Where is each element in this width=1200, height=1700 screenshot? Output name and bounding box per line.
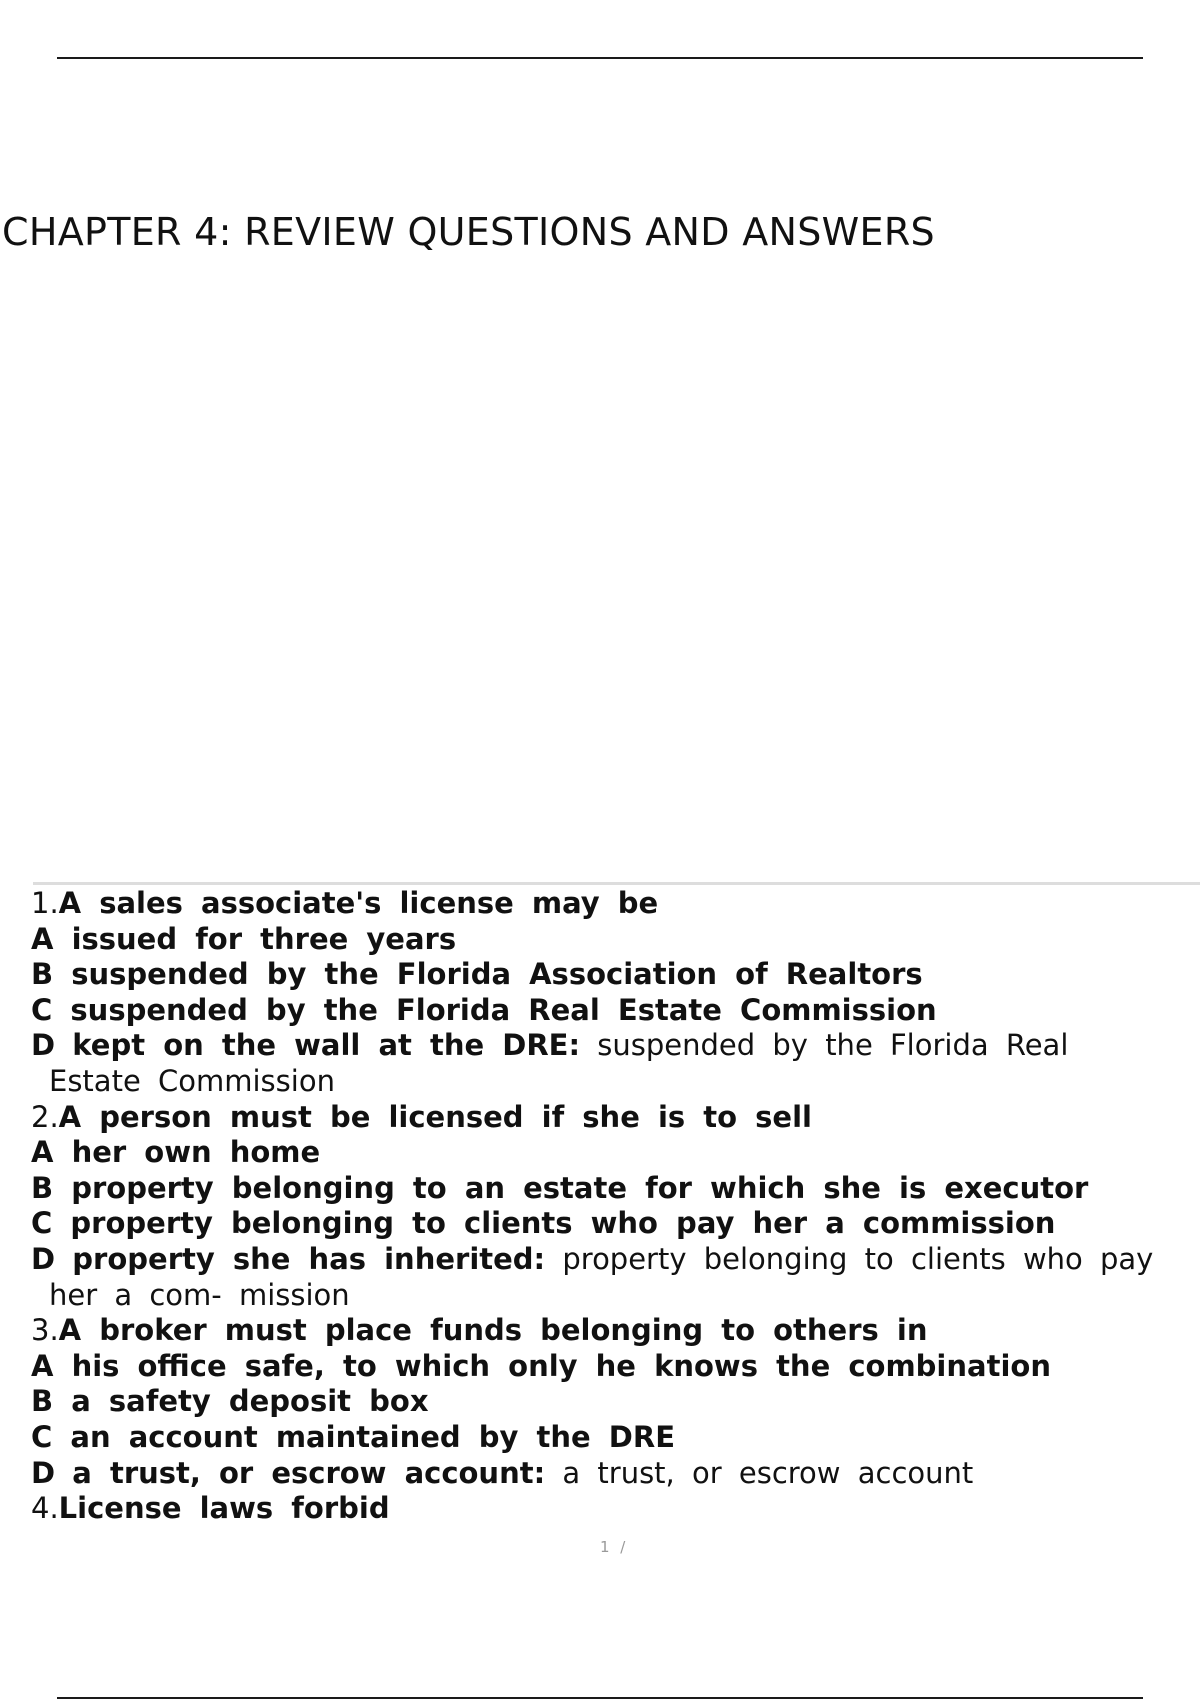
answer-text: property belonging to clients who pay bbox=[562, 1241, 1154, 1276]
option-text: property belonging to an estate for which she is executor bbox=[71, 1170, 1089, 1205]
question-2-option-a bbox=[31, 1135, 1200, 1171]
option-letter: B bbox=[31, 1170, 54, 1205]
question-2-option-b bbox=[31, 1171, 1200, 1207]
question-1-stem bbox=[31, 886, 1200, 922]
option-text: suspended by the Florida Association of Realtors bbox=[71, 957, 923, 992]
option-letter: D bbox=[31, 1241, 56, 1276]
question-4-stem bbox=[31, 1491, 1200, 1527]
option-letter: C bbox=[31, 992, 53, 1027]
option-letter: D bbox=[31, 1028, 56, 1063]
option-letter: C bbox=[31, 1419, 53, 1454]
question-2-option-c bbox=[31, 1206, 1200, 1242]
option-letter: B bbox=[31, 957, 54, 992]
question-1-option-a bbox=[31, 922, 1200, 958]
option-text: property belonging to clients who pay her a commission bbox=[70, 1206, 1056, 1241]
option-text: kept on the wall at the DRE: bbox=[72, 1028, 581, 1063]
option-letter: B bbox=[31, 1384, 54, 1419]
section-divider bbox=[33, 882, 1200, 885]
question-number: 3. bbox=[31, 1313, 59, 1348]
question-2-stem bbox=[31, 1100, 1200, 1136]
option-text: his office safe, to which only he knows the combination bbox=[71, 1348, 1051, 1383]
question-1-option-c bbox=[31, 993, 1200, 1029]
question-number: 4. bbox=[31, 1491, 59, 1526]
option-text: an account maintained by the DRE bbox=[70, 1419, 675, 1454]
option-text: a safety deposit box bbox=[71, 1384, 429, 1419]
question-1-option-b bbox=[31, 957, 1200, 993]
option-letter: A bbox=[31, 1348, 54, 1383]
question-2-option-d bbox=[31, 1242, 1200, 1278]
option-letter: D bbox=[31, 1455, 56, 1490]
chapter-title: CHAPTER 4: REVIEW QUESTIONS AND ANSWERS bbox=[2, 210, 935, 254]
question-3-option-d bbox=[31, 1456, 1200, 1492]
question-1-answer-continued: Estate Commission bbox=[49, 1063, 335, 1098]
question-text: A sales associate's license may be bbox=[58, 886, 659, 920]
question-1-option-d bbox=[31, 1028, 1200, 1064]
option-text: suspended by the Florida Real Estate Commission bbox=[70, 992, 937, 1027]
option-text: issued for three years bbox=[71, 921, 457, 956]
option-letter: A bbox=[31, 1135, 54, 1170]
question-number: 1. bbox=[31, 886, 59, 920]
top-rule bbox=[57, 57, 1143, 59]
page-number: 1 / bbox=[600, 1538, 626, 1556]
question-2-answer-continued: her a com- mission bbox=[49, 1277, 350, 1312]
answer-text: suspended by the Florida Real bbox=[597, 1028, 1069, 1063]
option-letter: C bbox=[31, 1206, 53, 1241]
question-3-option-c bbox=[31, 1420, 1200, 1456]
answer-text: a trust, or escrow account bbox=[562, 1455, 974, 1490]
question-text: A person must be licensed if she is to sell bbox=[58, 1099, 812, 1134]
option-text: her own home bbox=[71, 1135, 321, 1170]
option-text: property she has inherited: bbox=[72, 1241, 546, 1276]
question-3-option-b bbox=[31, 1384, 1200, 1420]
question-3-stem bbox=[31, 1313, 1200, 1349]
option-letter: A bbox=[31, 921, 54, 956]
bottom-rule bbox=[57, 1697, 1143, 1699]
option-text: a trust, or escrow account: bbox=[72, 1455, 546, 1490]
question-text: A broker must place funds belonging to others in bbox=[58, 1313, 928, 1348]
question-number: 2. bbox=[31, 1099, 59, 1134]
question-text: License laws forbid bbox=[58, 1491, 390, 1526]
questions-list bbox=[31, 886, 1200, 1527]
question-3-option-a bbox=[31, 1349, 1200, 1385]
